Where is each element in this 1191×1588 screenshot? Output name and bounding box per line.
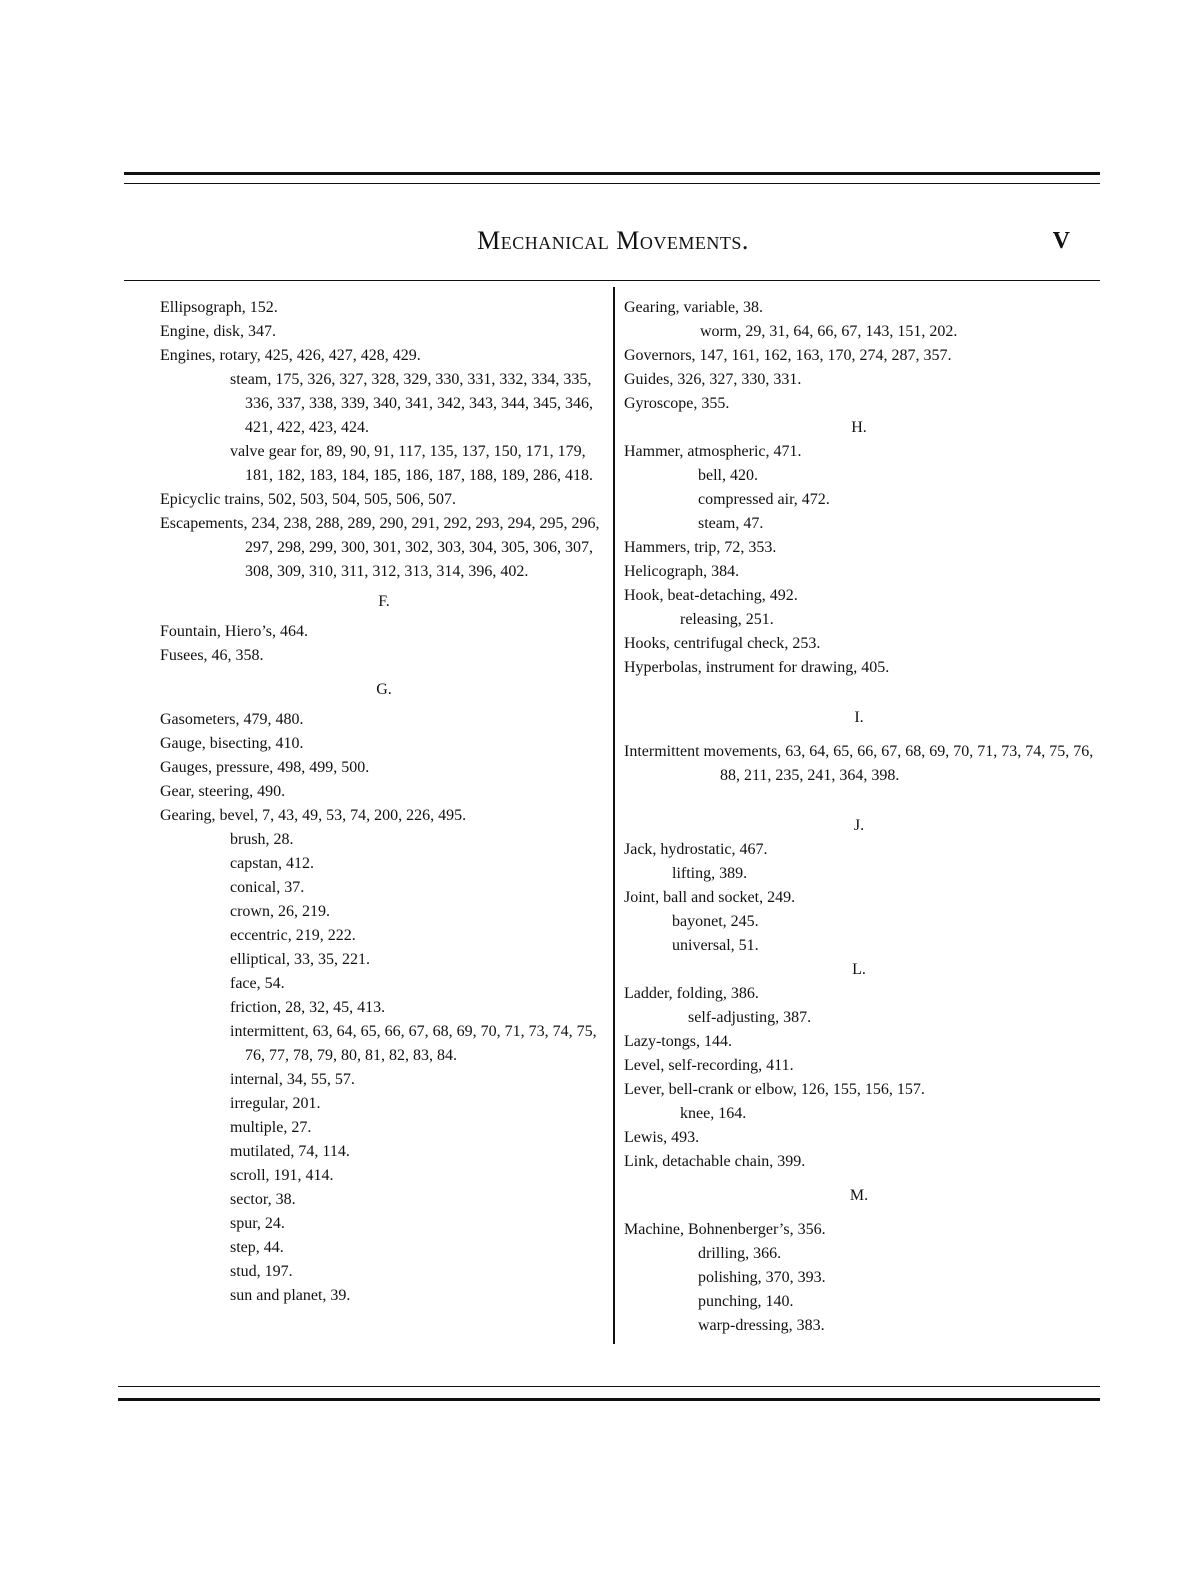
index-entry: Lever, bell-crank or elbow, 126, 155, 156, 157. (624, 1081, 925, 1098)
index-subentry: mutilated, 74, 114. (230, 1143, 350, 1160)
index-entry: Gauge, bisecting, 410. (160, 735, 304, 752)
index-entry: Gear, steering, 490. (160, 783, 286, 800)
page-number: V (1052, 228, 1070, 254)
index-entry: Hook, beat-detaching, 492. (624, 587, 798, 604)
index-subentry: steam, 175, 326, 327, 328, 329, 330, 331, 332, 334, 335, 336, 337, 338, 339, 340, 341, 342, 343, 344, 345, 346, 421, 422, 423, 424. (230, 371, 593, 436)
index-subentry: scroll, 191, 414. (230, 1167, 334, 1184)
bottom-rule-thin (118, 1386, 1100, 1387)
index-subentry: self-adjusting, 387. (688, 1009, 812, 1026)
bottom-rule-thick (118, 1398, 1100, 1401)
index-subentry: bell, 420. (698, 467, 758, 484)
index-entry: Lewis, 493. (624, 1129, 700, 1146)
index-subentry: face, 54. (230, 975, 285, 992)
section-letter-g: G. (376, 681, 392, 698)
index-entry: Engine, disk, 347. (160, 323, 276, 340)
index-subentry: conical, 37. (230, 879, 305, 896)
section-letter-m: M. (849, 1187, 869, 1204)
section-letter-i: I. (854, 709, 864, 726)
index-entry: Epicyclic trains, 502, 503, 504, 505, 506, 507. (160, 491, 456, 508)
index-entry: Ladder, folding, 386. (624, 985, 759, 1002)
index-subentry: valve gear for, 89, 90, 91, 117, 135, 137, 150, 171, 179, 181, 182, 183, 184, 185, 186, 187, 188, 189, 286, 418. (230, 443, 593, 484)
top-rule-thick (124, 172, 1100, 175)
index-subentry: friction, 28, 32, 45, 413. (230, 999, 386, 1016)
index-column-left (160, 296, 608, 1308)
index-entry: Gearing, bevel, 7, 43, 49, 53, 74, 200, 226, 495. (160, 807, 467, 824)
index-entry: Level, self-recording, 411. (624, 1057, 794, 1074)
index-subentry: step, 44. (230, 1239, 284, 1256)
index-subentry: bayonet, 245. (672, 913, 759, 930)
index-subentry: stud, 197. (230, 1263, 293, 1280)
index-subentry: releasing, 251. (680, 611, 774, 628)
index-subentry: spur, 24. (230, 1215, 285, 1232)
page-title: Mechanical Movements. (477, 226, 749, 255)
index-entry: Hammers, trip, 72, 353. (624, 539, 777, 556)
index-entry: Fountain, Hiero’s, 464. (160, 623, 308, 640)
index-entry: Link, detachable chain, 399. (624, 1153, 806, 1170)
index-entry: Hammer, atmospheric, 471. (624, 443, 802, 460)
column-divider (613, 287, 615, 1344)
index-subentry: internal, 34, 55, 57. (230, 1071, 355, 1088)
index-entry: Gauges, pressure, 498, 499, 500. (160, 759, 370, 776)
index-subentry: multiple, 27. (230, 1119, 312, 1136)
index-subentry: knee, 164. (680, 1105, 747, 1122)
index-subentry: elliptical, 33, 35, 221. (230, 951, 370, 968)
index-entry: Gearing, variable, 38. (624, 299, 764, 316)
running-header (126, 226, 1100, 266)
index-entry: Governors, 147, 161, 162, 163, 170, 274, 287, 357. (624, 347, 952, 364)
index-subentry: compressed air, 472. (698, 491, 830, 508)
index-subentry: capstan, 412. (230, 855, 314, 872)
index-entry: Jack, hydrostatic, 467. (624, 841, 768, 858)
index-subentry: sun and planet, 39. (230, 1287, 351, 1304)
index-entry: Ellipsograph, 152. (160, 299, 278, 316)
index-entry: Hooks, centrifugal check, 253. (624, 635, 821, 652)
section-letter-h: H. (851, 419, 867, 436)
index-entry: Guides, 326, 327, 330, 331. (624, 371, 802, 388)
index-subentry: warp-dressing, 383. (698, 1317, 825, 1334)
index-subentry: worm, 29, 31, 64, 66, 67, 143, 151, 202. (700, 323, 958, 340)
index-subentry: lifting, 389. (672, 865, 748, 882)
index-subentry: punching, 140. (698, 1293, 794, 1310)
index-entry: Hyperbolas, instrument for drawing, 405. (624, 659, 890, 676)
index-subentry: crown, 26, 219. (230, 903, 330, 920)
index-entry: Machine, Bohnenberger’s, 356. (624, 1221, 826, 1238)
index-entry: Gasometers, 479, 480. (160, 711, 304, 728)
top-rule-thin (124, 183, 1100, 184)
index-subentry: sector, 38. (230, 1191, 296, 1208)
index-subentry: intermittent, 63, 64, 65, 66, 67, 68, 69, 70, 71, 73, 74, 75, 76, 77, 78, 79, 80, 81, 82, 83, 84. (230, 1023, 597, 1064)
index-subentry: drilling, 366. (698, 1245, 782, 1262)
index-subentry: eccentric, 219, 222. (230, 927, 356, 944)
index-subentry: steam, 47. (698, 515, 764, 532)
index-subentry: polishing, 370, 393. (698, 1269, 826, 1286)
index-entry: Fusees, 46, 358. (160, 647, 264, 664)
section-letter-f: F. (378, 593, 390, 610)
section-letter-l: L. (852, 961, 866, 978)
index-subentry: brush, 28. (230, 831, 294, 848)
index-entry: Intermittent movements, 63, 64, 65, 66, 67, 68, 69, 70, 71, 73, 74, 75, 76, 88, 211, 235, 241, 364, 398. (624, 743, 1094, 784)
index-entry: Engines, rotary, 425, 426, 427, 428, 429. (160, 347, 421, 364)
index-subentry: universal, 51. (672, 937, 759, 954)
index-column-right (624, 296, 1094, 1338)
index-subentry: irregular, 201. (230, 1095, 321, 1112)
header-rule (124, 280, 1100, 281)
index-entry: Gyroscope, 355. (624, 395, 730, 412)
section-letter-j: J. (853, 817, 865, 834)
index-entry: Escapements, 234, 238, 288, 289, 290, 291, 292, 293, 294, 295, 296, 297, 298, 299, 300, 301, 302, 303, 304, 305, 306, 307, 308, 309, 310, 311, 312, 313, 314, 396, 402. (160, 515, 600, 580)
index-entry: Lazy-tongs, 144. (624, 1033, 732, 1050)
index-entry: Helicograph, 384. (624, 563, 740, 580)
index-entry: Joint, ball and socket, 249. (624, 889, 796, 906)
